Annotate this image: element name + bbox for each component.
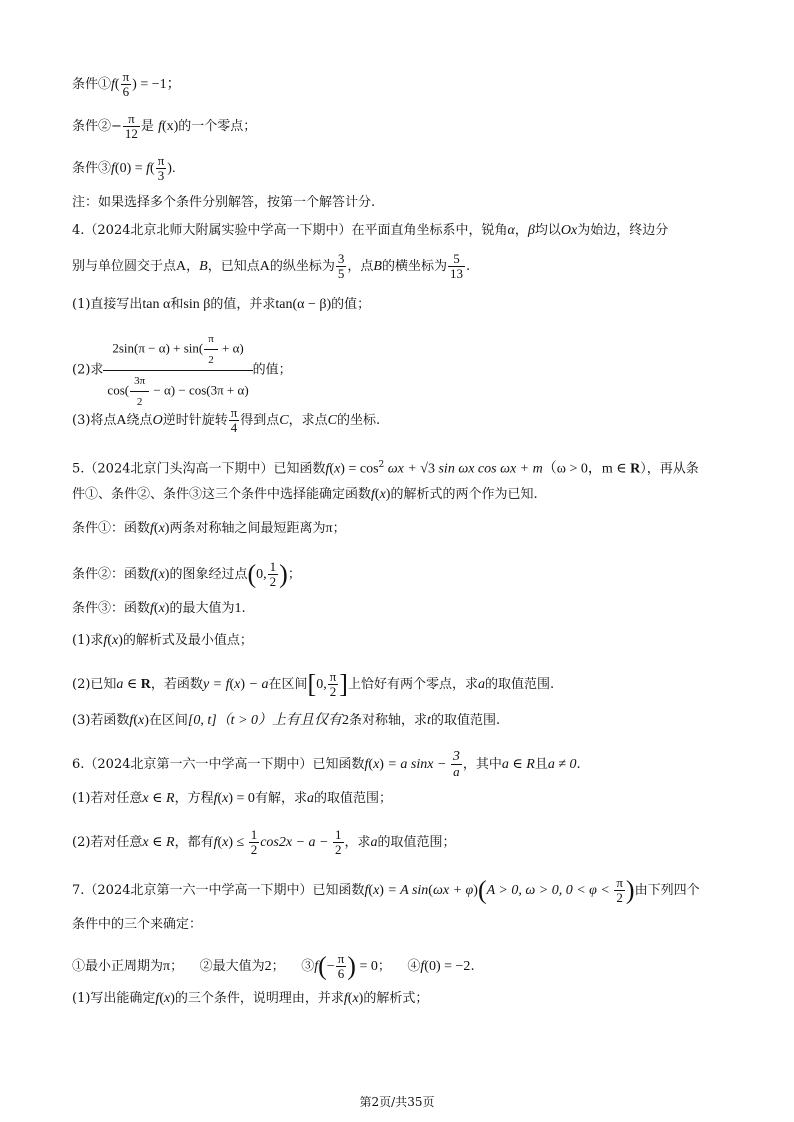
problem-4-part-2: (2)求 2sin(π − α) + sin( $\frac{\pi}{2}$ + α) cos( $\frac{3\pi}{2}$ − α) − cos(3π + α) 的值； [72,333,292,408]
problem-6-stem: 6.（2024北京第一六一中学高一下期中）已知函数f(x) = a sinx − $\frac{3}{a}$ ，其中a ∈ R且a ≠ 0. [72,749,581,779]
fraction: $\frac{3}{5}$ [337,251,345,281]
fraction: $\frac{1}{2}$ [269,559,277,589]
problem-5-part-3: (3)若函数f(x)在区间[0, t]（t > 0）上有且仅有2条对称轴，求t的取值范围. [72,713,501,728]
problem-7-part-1: (1)写出能确定f(x)的三个条件，说明理由，并求f(x)的解析式； [72,991,429,1006]
problem-4-stem: 4.（2024北京北师大附属实验中学高一下期中）在平面直角坐标系中，锐角α，β均以Ox为始边，终边分 [72,223,669,238]
fraction: $\frac{1}{2}$ [335,827,342,857]
total-pages-number: 35 [407,1095,423,1109]
problem-5-stem-cont: 件①、条件②、条件③这三个条件中选择能确定函数f(x)的解析式的两个作为已知. [72,487,538,502]
problem-5-condition-1: 条件①：函数f(x)两条对称轴之间最短距离为π； [72,521,346,536]
condition-2-line: 条件②− $\frac{\pi}{12}$ 是 f(x)的一个零点； [72,111,257,141]
problem-5-stem: 5.（2024北京门头沟高一下期中）已知函数$f(x) = \cos^2 \omega x + √3$ sin ωx cos ωx + m（ω > 0，m ∈ R），再从条 [72,460,699,477]
condition-1-line: 条件①f( $\frac{\pi}{6}$ ) = −1； [72,69,181,99]
fraction: $\frac{\pi}{4}$ [230,405,238,435]
problem-4-part-1: (1)直接写出tan α和sin β的值，并求tan(α − β)的值； [72,297,371,312]
problem-7-conditions: ①最小正周期为π； ②最大值为2； ③f(− $\frac{\pi}{6}$ ) = 0； ④f(0) = −2. [72,951,475,981]
fraction: $\frac{5}{13}$ [449,251,463,281]
problem-4-part-3: (3)将点A绕点O逆时针旋转 $\frac{\pi}{4}$ 得到点C，求点C的坐标. [72,405,381,435]
fraction: $\frac{\pi}{2}$ [616,875,623,905]
problem-5-condition-3: 条件③：函数f(x)的最大值为1. [72,601,246,616]
problem-7-stem: 7.（2024北京第一六一中学高一下期中）已知函数f(x) = A sin(ωx + φ)(A > 0, ω > 0, 0 < φ < $\frac{\pi}{2}$ )由下列四个 [72,875,700,905]
problem-5-part-1: (1)求f(x)的解析式及最小值点； [72,633,253,648]
problem-6-part-2: (2)若对任意x ∈ R，都有f(x) ≤ $\frac{1}{2}$ cos2x − a − $\frac{1}{2}$ ，求a的取值范围； [72,827,456,857]
fraction: $\frac{\pi}{6}$ [337,951,345,981]
fraction: $\frac{\pi}{12}$ [124,111,138,141]
problem-6-part-1: (1)若对任意x ∈ R，方程f(x) = 0有解，求a的取值范围； [72,791,392,806]
fraction: $\frac{1}{2}$ [250,827,258,857]
fraction: $\frac{\pi}{2}$ [329,669,337,699]
big-fraction: 2sin(π − α) + sin( $\frac{\pi}{2}$ + α) cos( $\frac{3\pi}{2}$ − α) − cos(3π + α) [103,332,252,409]
fraction: $\frac{\pi}{3}$ [157,153,165,183]
fraction: $\frac{3}{a}$ [452,749,460,779]
problem-4-stem-cont: 别与单位圆交于点A，B，已知点A的纵坐标为 $\frac{3}{5}$ ，点B的横坐标为 $\frac{5}{13}$ . [72,251,471,281]
problem-5-condition-2: 条件②：函数f(x)的图象经过点(0, $\frac{1}{2}$ )； [72,559,301,589]
problem-5-part-2: (2)已知a ∈ R，若函数y = f(x) − a在区间[0, $\frac{\pi}{2}$ ]上恰好有两个零点，求a的取值范围. [72,669,555,699]
page-footer: 第2页/共35页 [359,1095,435,1109]
problem-7-stem-cont: 条件中的三个来确定： [72,917,203,932]
note-line: 注：如果选择多个条件分别解答，按第一个解答计分. [72,195,376,210]
current-page-number: 2 [371,1095,380,1109]
fraction: $\frac{\pi}{6}$ [122,69,130,99]
condition-3-line: 条件③f(0) = f( $\frac{\pi}{3}$ ). [72,153,176,183]
